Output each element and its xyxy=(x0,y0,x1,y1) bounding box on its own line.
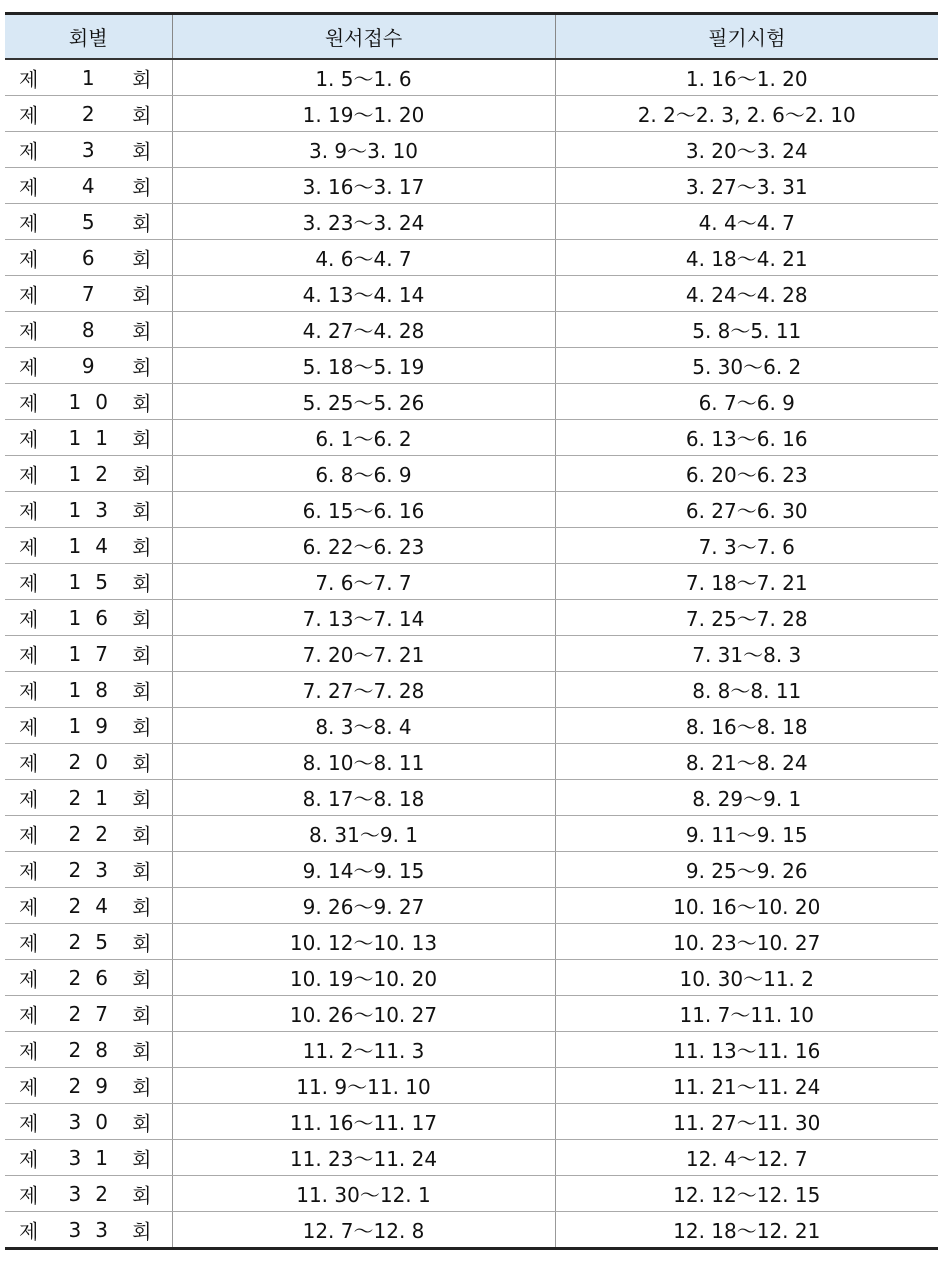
table-row xyxy=(5,204,938,240)
round-suffix: 회 xyxy=(132,283,152,307)
round-cell xyxy=(5,708,172,744)
round-suffix: 회 xyxy=(132,859,152,883)
round-prefix: 제 xyxy=(19,211,39,235)
round-cell xyxy=(5,59,172,96)
table-row xyxy=(5,1212,938,1249)
round-number: 10 xyxy=(68,389,122,414)
table-row xyxy=(5,672,938,708)
round-prefix: 제 xyxy=(19,67,39,91)
round-cell xyxy=(5,348,172,384)
table-row xyxy=(5,600,938,636)
table-row xyxy=(5,132,938,168)
exam-period-cell: 12. 18～12. 21 xyxy=(673,1219,821,1243)
table-row xyxy=(5,168,938,204)
round-cell xyxy=(5,492,172,528)
round-cell xyxy=(5,384,172,420)
application-period-cell: 5. 25～5. 26 xyxy=(172,384,555,420)
round-suffix: 회 xyxy=(132,139,152,163)
application-period-cell: 8. 31～9. 1 xyxy=(172,816,555,852)
round-suffix: 회 xyxy=(132,607,152,631)
table-header xyxy=(5,14,938,60)
round-number: 3 xyxy=(81,137,109,162)
round-number: 23 xyxy=(68,857,122,882)
round-suffix: 회 xyxy=(132,643,152,667)
table-row xyxy=(5,1032,938,1068)
exam-period-cell: 11. 27～11. 30 xyxy=(555,1104,938,1140)
round-suffix: 회 xyxy=(132,103,152,127)
table-row xyxy=(5,744,938,780)
round-prefix: 제 xyxy=(19,1075,39,1099)
round-prefix: 제 xyxy=(19,391,39,415)
round-cell xyxy=(5,1032,172,1068)
table-row xyxy=(5,420,938,456)
round-cell xyxy=(5,168,172,204)
exam-period-cell: 11. 21～11. 24 xyxy=(555,1068,938,1104)
round-cell xyxy=(5,600,172,636)
exam-period-cell: 9. 11～9. 15 xyxy=(555,816,938,852)
table-row xyxy=(5,852,938,888)
round-suffix: 회 xyxy=(132,175,152,199)
exam-period-cell: 4. 4～4. 7 xyxy=(555,204,938,240)
round-prefix: 제 xyxy=(19,283,39,307)
application-period-cell: 11. 2～11. 3 xyxy=(172,1032,555,1068)
round-number: 32 xyxy=(68,1181,122,1206)
round-number: 9 xyxy=(81,353,109,378)
exam-period-cell: 10. 16～10. 20 xyxy=(555,888,938,924)
application-period-cell: 4. 27～4. 28 xyxy=(172,312,555,348)
round-cell xyxy=(5,1212,172,1249)
table-row xyxy=(5,888,938,924)
round-prefix: 제 xyxy=(19,319,39,343)
round-prefix: 제 xyxy=(19,1003,39,1027)
round-prefix: 제 xyxy=(19,499,39,523)
round-cell xyxy=(5,1104,172,1140)
application-period-cell: 8. 17～8. 18 xyxy=(172,780,555,816)
round-suffix: 회 xyxy=(132,679,152,703)
table-row xyxy=(5,636,938,672)
round-number: 15 xyxy=(68,569,122,594)
round-cell xyxy=(5,924,172,960)
round-number: 11 xyxy=(68,425,122,450)
round-number: 25 xyxy=(68,929,122,954)
round-number: 6 xyxy=(81,245,109,270)
round-number: 5 xyxy=(81,209,109,234)
application-period-cell: 9. 14～9. 15 xyxy=(172,852,555,888)
application-period-cell: 4. 6～4. 7 xyxy=(172,240,555,276)
round-prefix: 제 xyxy=(19,1147,39,1171)
exam-period-cell: 7. 3～7. 6 xyxy=(555,528,938,564)
exam-period-cell: 6. 20～6. 23 xyxy=(555,456,938,492)
round-suffix: 회 xyxy=(132,823,152,847)
header-application: 원서접수 xyxy=(172,14,555,60)
round-prefix: 제 xyxy=(19,427,39,451)
table-row xyxy=(5,1104,938,1140)
exam-period-cell: 7. 25～7. 28 xyxy=(555,600,938,636)
round-suffix: 회 xyxy=(132,931,152,955)
round-number: 30 xyxy=(68,1109,122,1134)
round-prefix: 제 xyxy=(19,571,39,595)
table-row xyxy=(5,240,938,276)
round-cell xyxy=(5,1176,172,1212)
round-prefix: 제 xyxy=(19,643,39,667)
round-number: 17 xyxy=(68,641,122,666)
exam-period-cell: 2. 2～2. 3, 2. 6～2. 10 xyxy=(555,96,938,132)
header-row xyxy=(5,14,938,60)
exam-period-cell: 12. 12～12. 15 xyxy=(555,1176,938,1212)
round-suffix: 회 xyxy=(132,391,152,415)
exam-period-cell: 4. 18～4. 21 xyxy=(555,240,938,276)
round-suffix: 회 xyxy=(132,427,152,451)
round-number: 27 xyxy=(68,1001,122,1026)
round-suffix: 회 xyxy=(132,1219,152,1243)
exam-period-cell: 8. 16～8. 18 xyxy=(555,708,938,744)
round-prefix: 제 xyxy=(19,1111,39,1135)
round-cell xyxy=(5,1140,172,1176)
round-cell xyxy=(5,744,172,780)
exam-period-cell: 7. 31～8. 3 xyxy=(555,636,938,672)
round-number: 22 xyxy=(68,821,122,846)
round-prefix: 제 xyxy=(19,751,39,775)
application-period-cell: 6. 1～6. 2 xyxy=(172,420,555,456)
round-suffix: 회 xyxy=(132,1111,152,1135)
round-prefix: 제 xyxy=(19,679,39,703)
round-number: 1 xyxy=(81,65,109,90)
header-round: 회별 xyxy=(5,14,172,60)
round-number: 8 xyxy=(81,317,109,342)
application-period-cell: 7. 20～7. 21 xyxy=(172,636,555,672)
round-suffix: 회 xyxy=(132,787,152,811)
application-period-cell: 8. 3～8. 4 xyxy=(172,708,555,744)
round-suffix: 회 xyxy=(132,1075,152,1099)
table-row xyxy=(5,59,938,96)
round-suffix: 회 xyxy=(132,463,152,487)
round-number: 21 xyxy=(68,785,122,810)
round-suffix: 회 xyxy=(132,247,152,271)
round-cell xyxy=(5,564,172,600)
round-number: 20 xyxy=(68,749,122,774)
table-row xyxy=(5,492,938,528)
round-prefix: 제 xyxy=(19,463,39,487)
round-prefix: 제 xyxy=(19,607,39,631)
round-suffix: 회 xyxy=(132,571,152,595)
round-cell xyxy=(5,312,172,348)
application-period-cell: 7. 6～7. 7 xyxy=(172,564,555,600)
round-cell xyxy=(5,240,172,276)
table-row xyxy=(5,348,938,384)
exam-period-cell: 6. 7～6. 9 xyxy=(555,384,938,420)
round-prefix: 제 xyxy=(19,103,39,127)
round-prefix: 제 xyxy=(19,355,39,379)
round-suffix: 회 xyxy=(132,1183,152,1207)
application-period-cell: 11. 30～12. 1 xyxy=(172,1176,555,1212)
round-cell xyxy=(5,636,172,672)
round-cell xyxy=(5,1068,172,1104)
exam-period-cell: 3. 27～3. 31 xyxy=(555,168,938,204)
table-row xyxy=(5,1140,938,1176)
round-cell xyxy=(5,960,172,996)
table-row xyxy=(5,528,938,564)
round-number: 13 xyxy=(68,497,122,522)
application-period-cell: 8. 10～8. 11 xyxy=(172,744,555,780)
table-row xyxy=(5,996,938,1032)
application-period-cell: 6. 15～6. 16 xyxy=(172,492,555,528)
round-number: 24 xyxy=(68,893,122,918)
round-prefix: 제 xyxy=(19,787,39,811)
application-period-cell: 6. 22～6. 23 xyxy=(172,528,555,564)
round-prefix: 제 xyxy=(19,967,39,991)
application-period-cell: 11. 9～11. 10 xyxy=(172,1068,555,1104)
exam-period-cell: 10. 23～10. 27 xyxy=(555,924,938,960)
application-period-cell: 4. 13～4. 14 xyxy=(172,276,555,312)
round-number: 18 xyxy=(68,677,122,702)
table-row xyxy=(5,564,938,600)
round-prefix: 제 xyxy=(19,535,39,559)
round-suffix: 회 xyxy=(132,715,152,739)
round-prefix: 제 xyxy=(19,247,39,271)
round-suffix: 회 xyxy=(132,211,152,235)
round-cell xyxy=(5,528,172,564)
table-row xyxy=(5,1176,938,1212)
round-number: 26 xyxy=(68,965,122,990)
round-cell xyxy=(5,204,172,240)
round-cell xyxy=(5,276,172,312)
application-period-cell: 7. 13～7. 14 xyxy=(172,600,555,636)
round-number: 16 xyxy=(68,605,122,630)
table-row xyxy=(5,780,938,816)
round-cell xyxy=(5,420,172,456)
round-prefix: 제 xyxy=(19,859,39,883)
exam-period-cell: 9. 25～9. 26 xyxy=(555,852,938,888)
table-row xyxy=(5,96,938,132)
round-suffix: 회 xyxy=(132,499,152,523)
table-row xyxy=(5,924,938,960)
exam-period-cell: 1. 16～1. 20 xyxy=(555,59,938,96)
round-prefix: 제 xyxy=(19,1183,39,1207)
round-suffix: 회 xyxy=(132,1147,152,1171)
round-cell xyxy=(5,96,172,132)
round-number: 28 xyxy=(68,1037,122,1062)
round-suffix: 회 xyxy=(132,751,152,775)
round-suffix: 회 xyxy=(132,1039,152,1063)
exam-period-cell: 5. 30～6. 2 xyxy=(555,348,938,384)
round-suffix: 회 xyxy=(132,1003,152,1027)
round-cell xyxy=(5,996,172,1032)
exam-period-cell: 5. 8～5. 11 xyxy=(555,312,938,348)
round-suffix: 회 xyxy=(132,967,152,991)
table-row xyxy=(5,816,938,852)
exam-period-cell: 7. 18～7. 21 xyxy=(555,564,938,600)
round-prefix: 제 xyxy=(19,823,39,847)
application-period-cell: 7. 27～7. 28 xyxy=(172,672,555,708)
exam-period-cell: 12. 4～12. 7 xyxy=(555,1140,938,1176)
round-prefix: 제 xyxy=(19,175,39,199)
exam-period-cell: 4. 24～4. 28 xyxy=(555,276,938,312)
round-number: 33 xyxy=(68,1217,122,1242)
round-number: 4 xyxy=(81,173,109,198)
exam-period-cell: 6. 27～6. 30 xyxy=(555,492,938,528)
table-row xyxy=(5,312,938,348)
exam-period-cell: 8. 29～9. 1 xyxy=(555,780,938,816)
round-prefix: 제 xyxy=(19,1219,39,1243)
application-period-cell: 10. 26～10. 27 xyxy=(172,996,555,1032)
round-cell xyxy=(5,852,172,888)
table-row xyxy=(5,276,938,312)
round-suffix: 회 xyxy=(132,319,152,343)
exam-period-cell: 11. 7～11. 10 xyxy=(555,996,938,1032)
round-cell xyxy=(5,780,172,816)
table-row xyxy=(5,456,938,492)
round-number: 29 xyxy=(68,1073,122,1098)
round-number: 14 xyxy=(68,533,122,558)
round-suffix: 회 xyxy=(132,535,152,559)
round-number: 2 xyxy=(81,101,109,126)
exam-period-cell: 10. 30～11. 2 xyxy=(555,960,938,996)
exam-period-cell: 3. 20～3. 24 xyxy=(555,132,938,168)
round-cell xyxy=(5,816,172,852)
application-period-cell: 5. 18～5. 19 xyxy=(172,348,555,384)
round-prefix: 제 xyxy=(19,931,39,955)
table-row xyxy=(5,960,938,996)
application-period-cell: 3. 16～3. 17 xyxy=(172,168,555,204)
application-period-cell: 10. 19～10. 20 xyxy=(172,960,555,996)
round-suffix: 회 xyxy=(132,355,152,379)
exam-period-cell: 8. 21～8. 24 xyxy=(555,744,938,780)
round-prefix: 제 xyxy=(19,1039,39,1063)
application-period-cell: 1. 5～1. 6 xyxy=(172,59,555,96)
round-suffix: 회 xyxy=(132,67,152,91)
exam-schedule-table xyxy=(5,12,938,1250)
round-suffix: 회 xyxy=(132,895,152,919)
exam-period-cell: 11. 13～11. 16 xyxy=(555,1032,938,1068)
round-number: 31 xyxy=(68,1145,122,1170)
table-body xyxy=(5,59,938,1249)
application-period-cell: 11. 16～11. 17 xyxy=(172,1104,555,1140)
table-row xyxy=(5,384,938,420)
table-row xyxy=(5,1068,938,1104)
application-period-cell: 9. 26～9. 27 xyxy=(172,888,555,924)
round-number: 19 xyxy=(68,713,122,738)
round-cell xyxy=(5,888,172,924)
application-period-cell: 10. 12～10. 13 xyxy=(172,924,555,960)
application-period-cell: 1. 19～1. 20 xyxy=(172,96,555,132)
application-period-cell: 3. 9～3. 10 xyxy=(172,132,555,168)
exam-period-cell: 6. 13～6. 16 xyxy=(555,420,938,456)
round-cell xyxy=(5,672,172,708)
header-exam: 필기시험 xyxy=(555,14,938,60)
round-cell xyxy=(5,456,172,492)
round-number: 7 xyxy=(81,281,109,306)
application-period-cell: 6. 8～6. 9 xyxy=(172,456,555,492)
application-period-cell: 11. 23～11. 24 xyxy=(172,1140,555,1176)
round-number: 12 xyxy=(68,461,122,486)
exam-period-cell: 8. 8～8. 11 xyxy=(555,672,938,708)
round-prefix: 제 xyxy=(19,715,39,739)
application-period-cell: 12. 7～12. 8 xyxy=(172,1212,555,1249)
table-row xyxy=(5,708,938,744)
round-prefix: 제 xyxy=(19,139,39,163)
application-period-cell: 3. 23～3. 24 xyxy=(172,204,555,240)
round-cell xyxy=(5,132,172,168)
round-prefix: 제 xyxy=(19,895,39,919)
